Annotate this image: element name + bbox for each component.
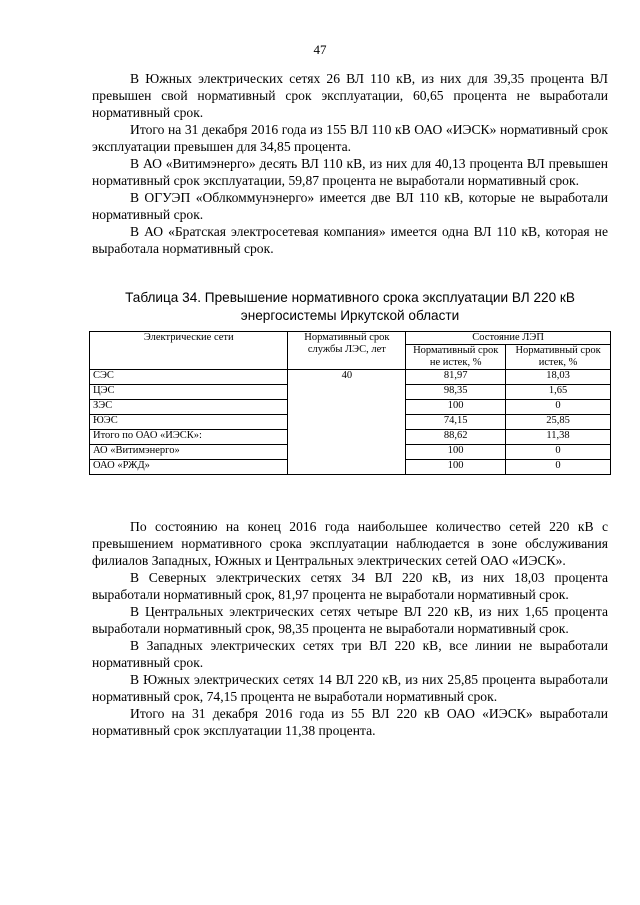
not-expired-value: 81,97 [406, 370, 506, 385]
paragraph: В Центральных электрических сетях четыре ВЛ 220 кВ, из них 1,65 процента выработали нормативный срок, 98,35 процента не выработали нормативный срок. [92, 604, 608, 636]
not-expired-value: 100 [406, 400, 506, 415]
paragraph: В Западных электрических сетях три ВЛ 220 кВ, все линии не выработали нормативный срок. [92, 638, 608, 670]
row-name: ЗЭС [90, 400, 288, 415]
paragraph: В Южных электрических сетях 14 ВЛ 220 кВ, из них 25,85 процента выработали нормативный срок, 74,15 процента не выработали нормативный срок. [92, 672, 608, 704]
paragraph: Итого на 31 декабря 2016 года из 55 ВЛ 220 кВ ОАО «ИЭСК» выработали нормативный срок эксплуатации 11,38 процента. [92, 706, 608, 738]
expired-value: 18,03 [506, 370, 611, 385]
paragraph: В Южных электрических сетях 26 ВЛ 110 кВ, из них для 39,35 процента ВЛ превышен свой нормативный срок эксплуатации, 60,65 процента не выработали нормативный срок. [92, 71, 608, 120]
row-name: СЭС [90, 370, 288, 385]
expired-value: 0 [506, 460, 611, 475]
not-expired-value: 100 [406, 460, 506, 475]
paragraph: По состоянию на конец 2016 года наибольшее количество сетей 220 кВ с превышением нормативного срока эксплуатации наблюдается в зоне обслуживания филиалов Западных, Южных и Центральных электрических сетей ОАО «ИЭСК». [92, 519, 608, 568]
header-expired: Нормативный срок истек, % [506, 345, 611, 370]
body-text-bottom [92, 518, 608, 739]
row-name: ОАО «РЖД» [90, 460, 288, 475]
body-text-top [92, 70, 608, 257]
expired-value: 25,85 [506, 415, 611, 430]
paragraph: В ОГУЭП «Облкоммунэнерго» имеется две ВЛ 110 кВ, которые не выработали нормативный срок. [92, 190, 608, 222]
header-state: Состояние ЛЭП [406, 332, 611, 345]
page-number: 47 [313, 42, 327, 57]
expired-value: 0 [506, 400, 611, 415]
header-not-expired: Нормативный срок не истек, % [406, 345, 506, 370]
row-name: АО «Витимэнерго» [90, 445, 288, 460]
paragraph: В Северных электрических сетях 34 ВЛ 220 кВ, из них 18,03 процента выработали нормативный срок, 81,97 процента не выработали нормативный срок. [92, 570, 608, 602]
not-expired-value: 98,35 [406, 385, 506, 400]
not-expired-value: 88,62 [406, 430, 506, 445]
paragraph: В АО «Витимэнерго» десять ВЛ 110 кВ, из них для 40,13 процента ВЛ превышен нормативный срок эксплуатации, 59,87 процента не выработали нормативный срок. [92, 156, 608, 188]
header-service-life: Нормативный срок службы ЛЭС, лет [288, 332, 406, 370]
expired-value: 1,65 [506, 385, 611, 400]
header-networks: Электрические сети [90, 332, 288, 370]
not-expired-value: 100 [406, 445, 506, 460]
service-life-value: 40 [288, 370, 406, 475]
paragraph: Итого на 31 декабря 2016 года из 155 ВЛ 110 кВ ОАО «ИЭСК» нормативный срок эксплуатации превышен для 34,85 процента. [92, 122, 608, 154]
row-name: Итого по ОАО «ИЭСК»: [90, 430, 288, 445]
table-caption: Таблица 34. Превышение нормативного срока эксплуатации ВЛ 220 кВ энергосистемы Иркутской области [125, 290, 575, 323]
data-table [89, 331, 611, 475]
paragraph: В АО «Братская электросетевая компания» имеется одна ВЛ 110 кВ, которая не выработала нормативный срок. [92, 224, 608, 256]
row-name: ЦЭС [90, 385, 288, 400]
row-name: ЮЭС [90, 415, 288, 430]
not-expired-value: 74,15 [406, 415, 506, 430]
expired-value: 11,38 [506, 430, 611, 445]
expired-value: 0 [506, 445, 611, 460]
table-row [90, 370, 611, 385]
